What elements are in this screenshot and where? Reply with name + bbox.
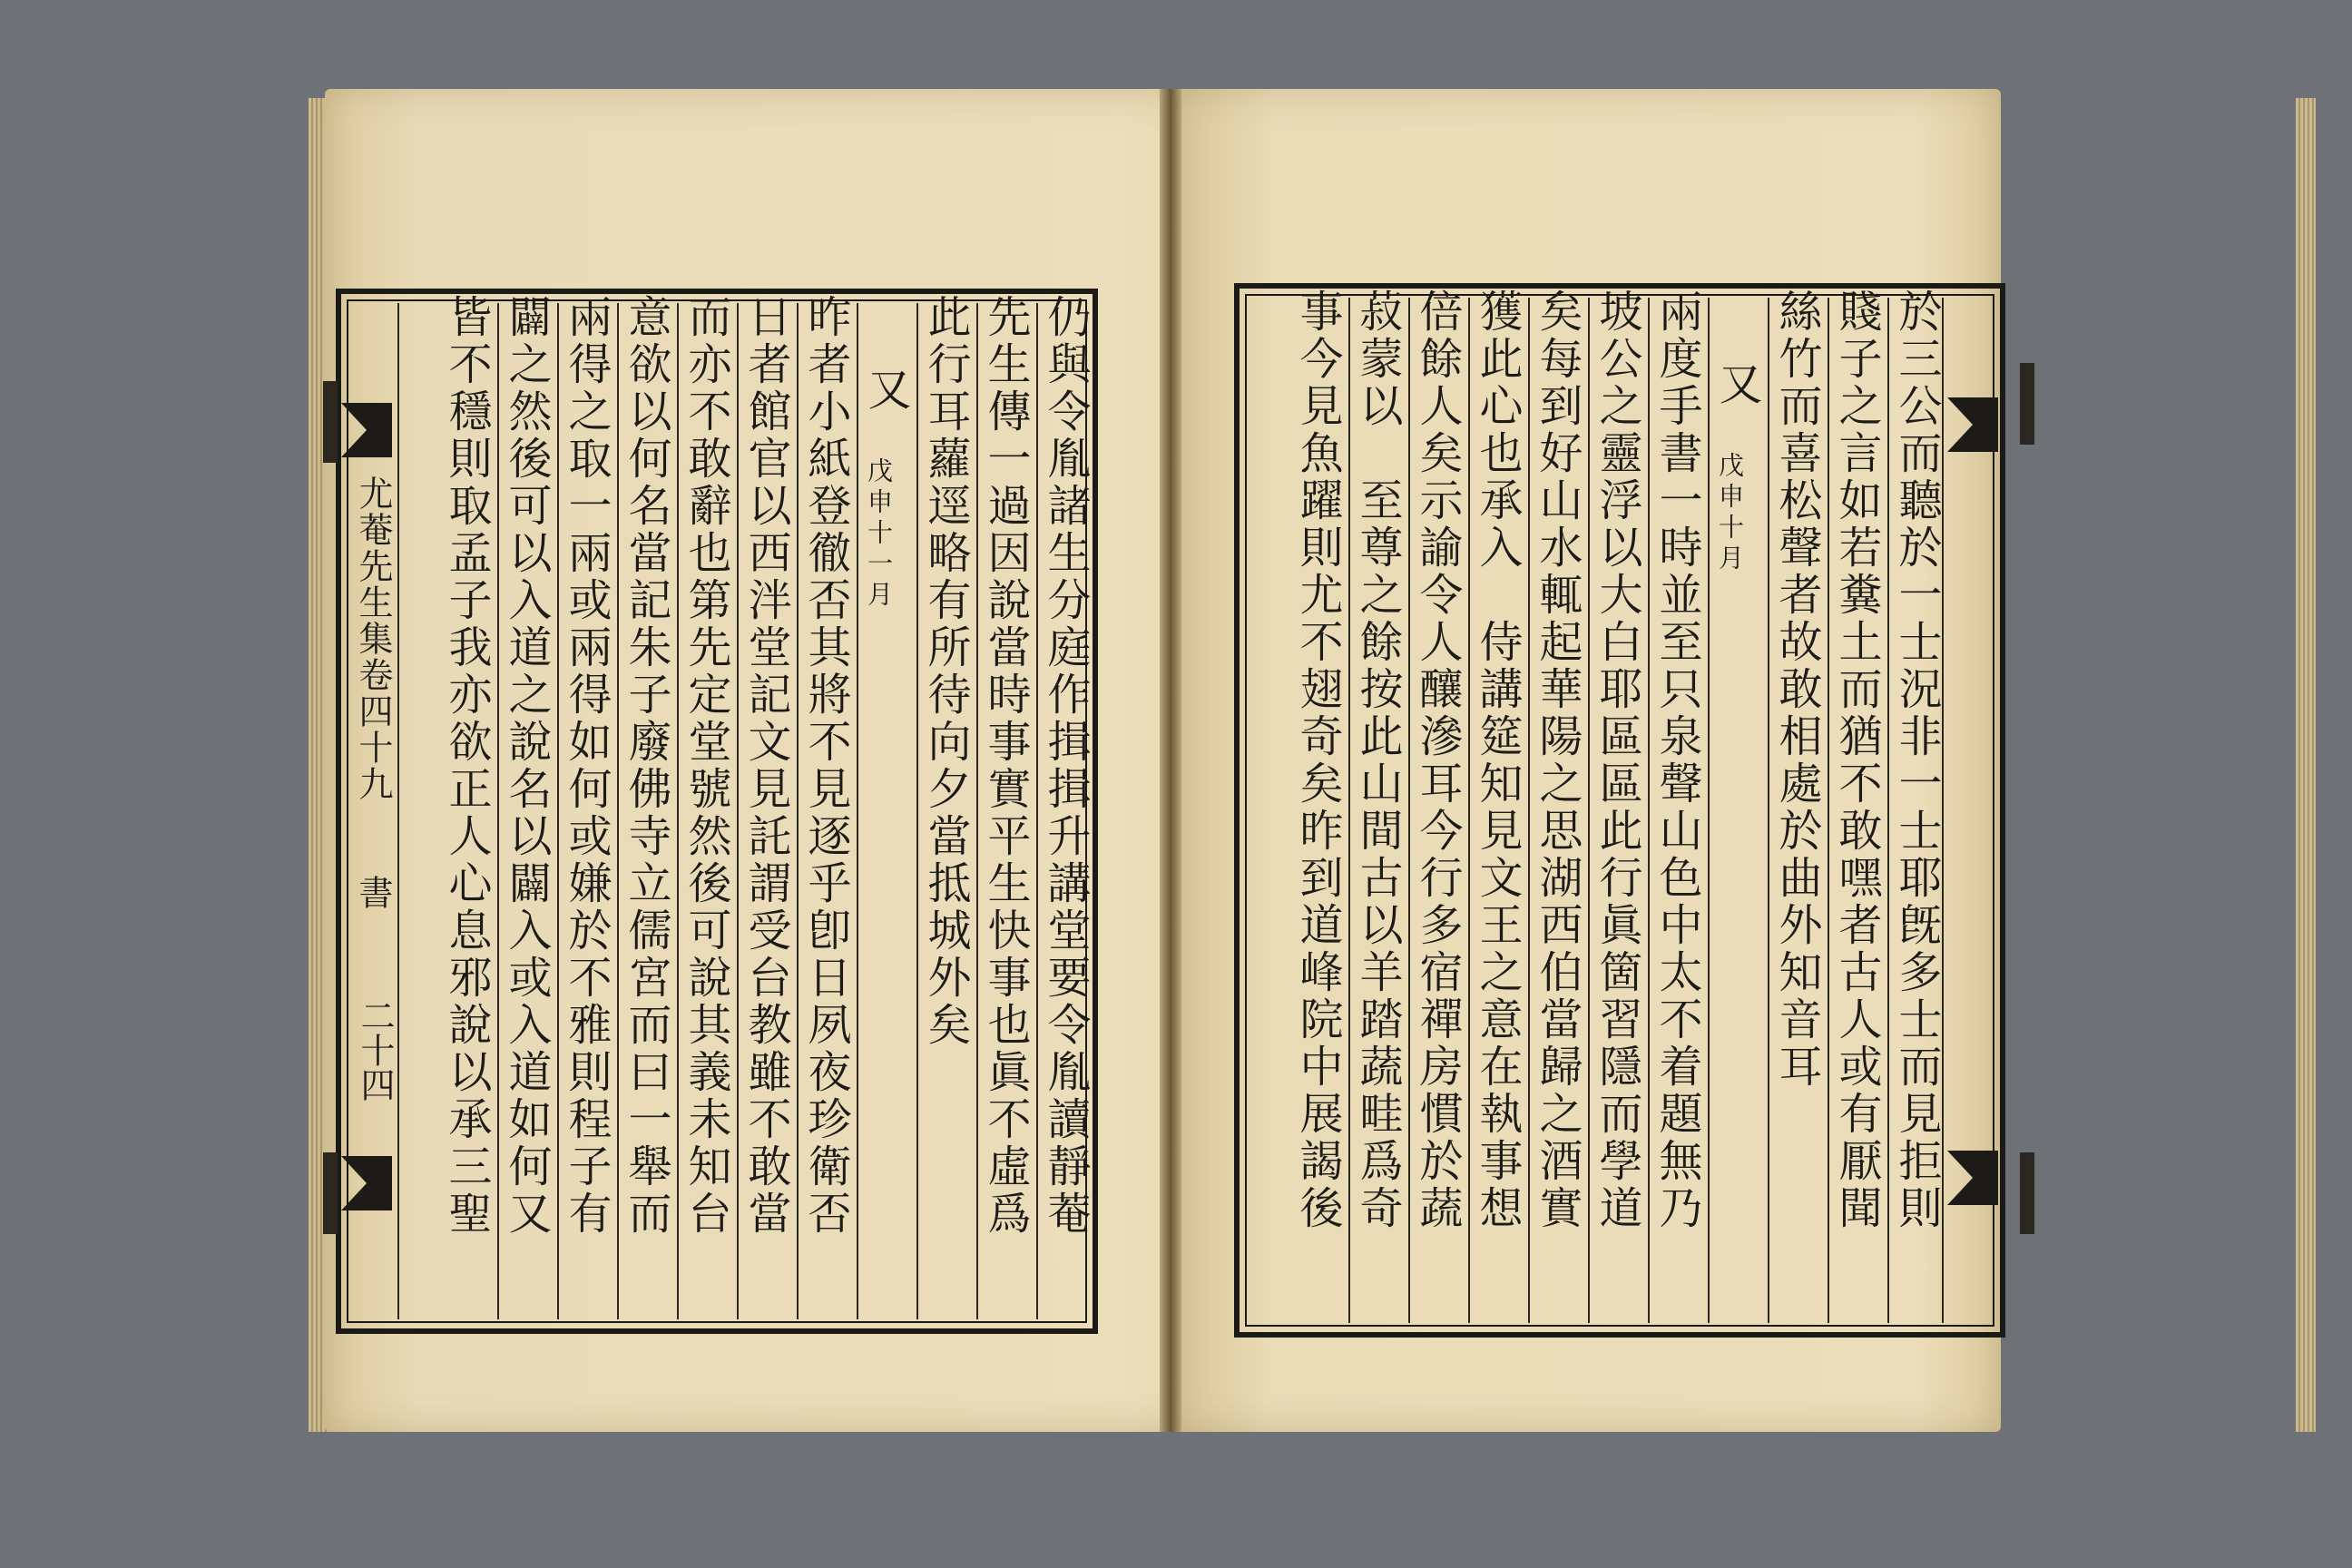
- binding-thread: [323, 1152, 338, 1234]
- column-rule: [1708, 298, 1710, 1323]
- text-column: 仍與令胤諸生分庭作揖揖升講堂要令胤讀靜菴: [1040, 294, 1091, 1238]
- letter-date: 戊申十月: [1715, 452, 1745, 575]
- column-rule: [1768, 298, 1769, 1323]
- left-center-column: [341, 294, 396, 1328]
- column-rule: [1648, 298, 1650, 1323]
- text-column: 矣每到好山水輒起華陽之思湖西伯當歸之酒實: [1532, 289, 1583, 1232]
- text-column: 闢之然後可以入道之說名以闢入或入道如何又: [501, 294, 552, 1238]
- book-gutter: [1160, 89, 1181, 1432]
- text-column: 事今見魚躍則尤不翅奇矣昨到道峰院中展謁後: [1292, 289, 1343, 1232]
- text-column: 皆不穩則取孟子我亦欲正人心息邪說以承三聖: [441, 294, 492, 1238]
- column-rule: [1887, 298, 1889, 1323]
- letter-date: 戊申十一月: [864, 457, 894, 612]
- left-text-frame: [336, 289, 1098, 1334]
- text-column: 於三公而聽於一士況非一士耶旣多士而見拒則: [1891, 289, 1942, 1232]
- text-column: 賤子之言如若糞土而猶不敢嘿者古人或有厭聞: [1831, 289, 1882, 1232]
- column-rule: [677, 303, 679, 1319]
- column-rule: [737, 303, 739, 1319]
- top-fishtail-mark: [1947, 397, 1998, 452]
- column-rule: [497, 303, 499, 1319]
- top-fishtail-mark: [341, 403, 392, 457]
- binding-thread: [2020, 1152, 2034, 1234]
- text-column: 意欲以何名當記朱子廢佛寺立儒宮而曰一舉而: [621, 294, 671, 1238]
- bottom-fishtail-mark: [341, 1156, 392, 1210]
- column-rule: [397, 303, 399, 1319]
- text-column: 倍餘人矣示諭令人釀滲耳今行多宿禪房慣於蔬: [1412, 289, 1463, 1232]
- column-rule: [1468, 298, 1470, 1323]
- column-rule: [1828, 298, 1829, 1323]
- text-column: 坡公之靈浮以大白耶區區此行眞箇習隱而學道: [1592, 289, 1642, 1232]
- text-column: 絲竹而喜松聲者故敢相處於曲外知音耳: [1771, 289, 1822, 1091]
- binding-thread: [323, 381, 338, 463]
- book-title: 尤菴先生集卷四十九: [353, 475, 393, 802]
- column-rule: [1588, 298, 1590, 1323]
- column-rule: [797, 303, 799, 1319]
- column-rule: [1942, 298, 1944, 1323]
- right-center-column: [1945, 289, 2000, 1332]
- text-column: 兩度手書一時並至只泉聲山色中太不着題無乃: [1651, 289, 1702, 1232]
- text-column: 獲此心也承入 侍講筵知見文王之意在執事想: [1472, 289, 1523, 1232]
- column-rule: [1348, 298, 1350, 1323]
- text-column: 而亦不敢辭也第先定堂號然後可說其義未知台: [681, 294, 731, 1238]
- text-column: 此行耳蘿逕略有所待向夕當抵城外矣: [920, 294, 971, 1049]
- column-rule: [857, 303, 858, 1319]
- column-rule: [916, 303, 918, 1319]
- page-number: 二十四: [355, 998, 395, 1102]
- column-rule: [1036, 303, 1038, 1319]
- binding-thread: [2020, 363, 2034, 445]
- letter-heading: 又: [860, 367, 911, 414]
- letter-heading: 又: [1711, 361, 1762, 408]
- text-column: 兩得之取一兩或兩得如何或嫌於不雅則程子有: [561, 294, 612, 1238]
- text-column: 昨者小紙登徹否其將不見逐乎卽日夙夜珍衛否: [800, 294, 851, 1238]
- bottom-fishtail-mark: [1947, 1151, 1998, 1205]
- right-page-edge: [2296, 98, 2316, 1432]
- column-rule: [557, 303, 559, 1319]
- column-rule: [617, 303, 619, 1319]
- column-rule: [1408, 298, 1410, 1323]
- right-text-frame: [1234, 283, 2005, 1338]
- text-column: 先生傳一過因說當時事實平生快事也眞不虛爲: [980, 294, 1031, 1238]
- column-rule: [1528, 298, 1530, 1323]
- text-column: 菽蒙以 至尊之餘按此山間古以羊踏蔬畦爲奇: [1352, 289, 1403, 1232]
- section-label: 書: [353, 875, 393, 911]
- text-column: 日者館官以西泮堂記文見託謂受台教雖不敢當: [740, 294, 791, 1238]
- column-rule: [976, 303, 978, 1319]
